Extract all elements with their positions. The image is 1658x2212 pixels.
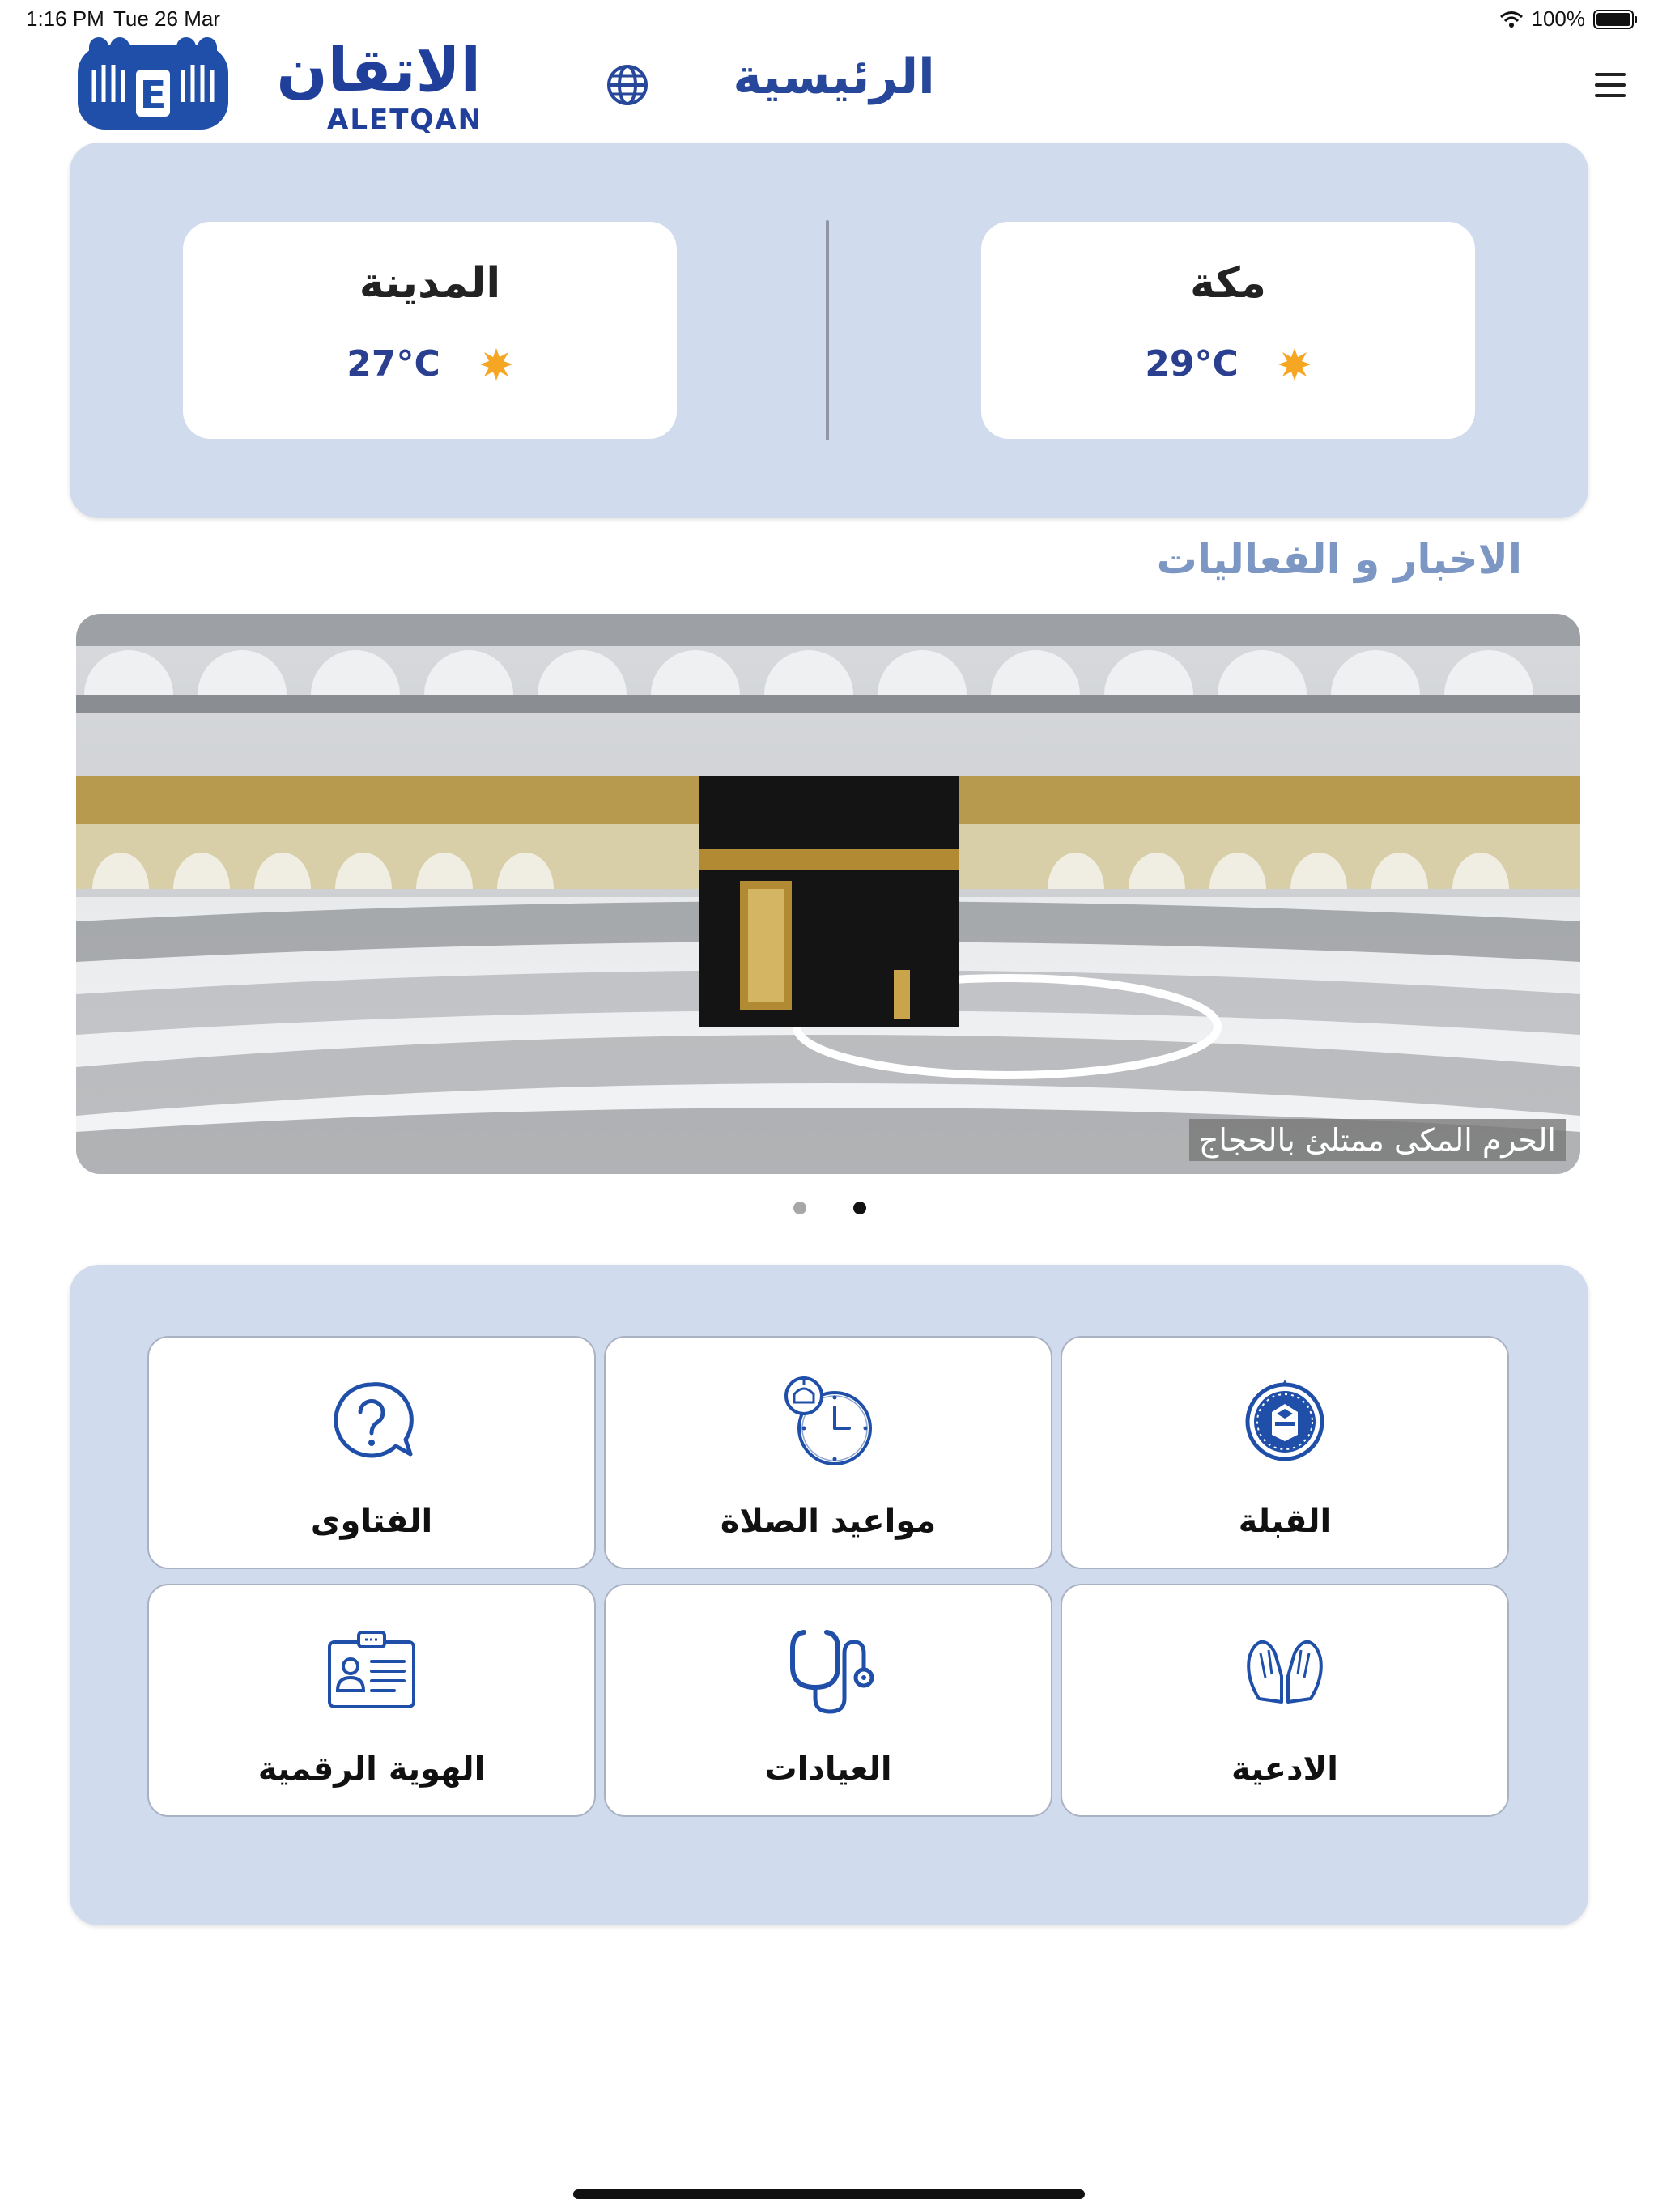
sun-icon [1278,347,1312,381]
slide-caption: الحرم المكى ممتلئ بالحجاج [1189,1119,1566,1161]
news-section-title: الاخبار و الفعاليات [1156,536,1522,583]
pagination-dot-2-active[interactable] [853,1202,866,1214]
kaaba-photo [76,614,1580,1174]
prayer-times-clock-icon [780,1373,877,1470]
city-name: المدينة [359,259,501,308]
service-label: الفتاوى [310,1503,433,1540]
service-label: مواعيد الصلاة [720,1503,937,1540]
service-label: الهوية الرقمية [257,1750,486,1788]
service-label: الادعية [1231,1750,1338,1788]
aletqan-logo [276,36,483,136]
logo-text-english: ALETQAN [327,104,483,136]
globe-icon[interactable] [606,63,649,107]
battery-percent: 100% [1531,6,1585,31]
service-label: العيادات [764,1750,892,1788]
page-title: الرئيسية [733,49,935,105]
service-fatwas[interactable] [147,1336,596,1569]
pagination-dot-1[interactable] [793,1202,806,1214]
service-digital-id[interactable] [147,1584,596,1817]
praying-hands-icon [1236,1621,1333,1718]
hands-logo-icon [74,37,232,131]
status-date: Tue 26 Mar [113,6,220,31]
service-label: القبلة [1238,1503,1332,1540]
wifi-icon [1499,11,1524,28]
weather-divider [826,220,829,440]
weather-card-makkah[interactable] [981,222,1475,439]
service-qibla[interactable] [1061,1336,1509,1569]
app-header [0,32,1658,138]
temperature: 29°C [1145,343,1239,385]
news-carousel[interactable] [76,614,1580,1174]
city-name: مكة [1190,259,1266,308]
id-card-icon [323,1621,420,1718]
status-time: 1:16 PM [26,6,104,31]
home-indicator[interactable] [573,2189,1085,2199]
weather-panel [70,143,1588,518]
status-bar [0,0,1658,36]
weather-card-madinah[interactable] [183,222,677,439]
sun-icon [479,347,513,381]
logo-text-arabic: الاتقان [276,36,481,105]
carousel-pagination[interactable] [790,1202,871,1218]
service-supplications[interactable] [1061,1584,1509,1817]
battery-icon [1593,10,1634,29]
qibla-compass-icon [1236,1373,1333,1470]
temperature: 27°C [346,343,440,385]
services-panel [70,1265,1588,1925]
hamburger-menu-icon[interactable] [1595,73,1627,97]
status-right [1499,6,1635,32]
stethoscope-icon [780,1621,877,1718]
service-clinics[interactable] [604,1584,1052,1817]
service-prayer-times[interactable] [604,1336,1052,1569]
svg-text:E: E [139,73,167,118]
question-chat-icon [323,1373,420,1470]
